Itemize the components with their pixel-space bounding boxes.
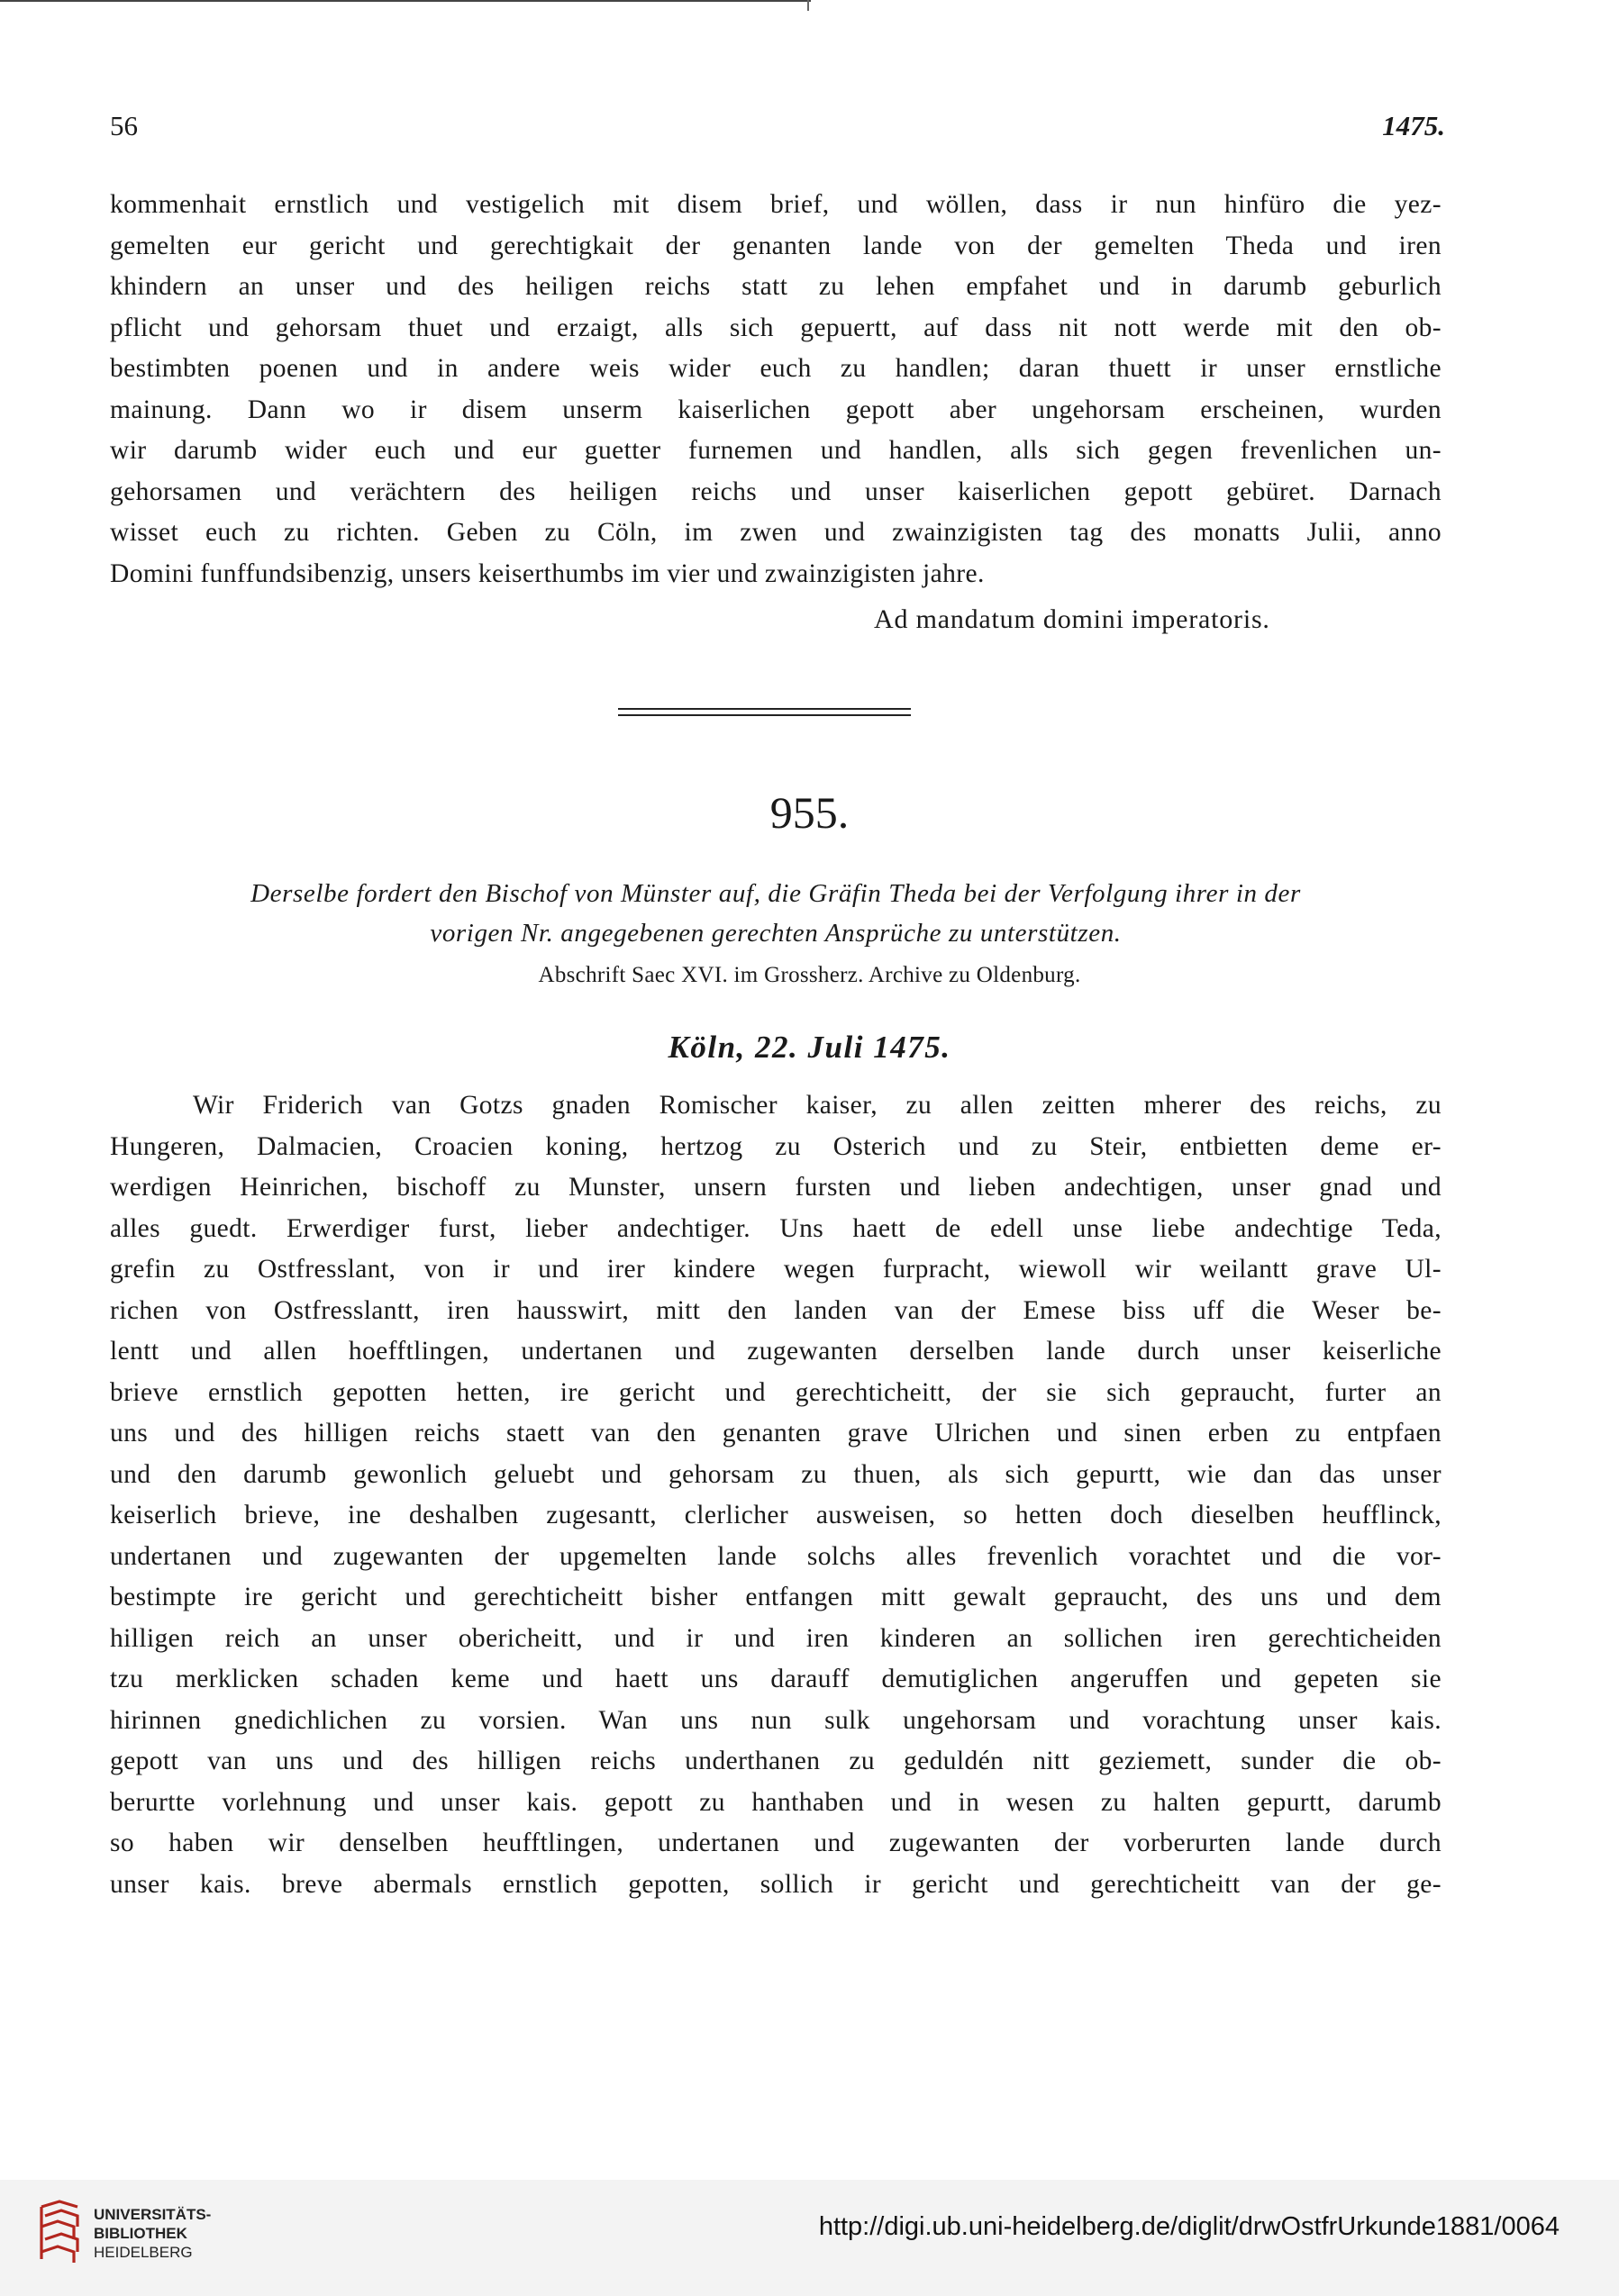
previous-document-text (110, 185, 1442, 594)
text-line: mainung. Dann wo ir disem unserm kaiserlichen gepott aber ungehorsam erscheinen, wurden (110, 395, 1442, 424)
document-body-text (110, 1085, 1442, 1905)
text-line: werdigen Heinrichen, bischoff zu Munster, unsern fursten und lieben andechtigen, unser gnad und (110, 1173, 1442, 1202)
text-line: keiserlich brieve, ine deshalben zugesantt, clerlicher ausweisen, so hetten doch dieselben heufflinck, (110, 1501, 1442, 1529)
text-line: bestimbten poenen und in andere weis wider euch zu handlen; daran thuett ir unser ernstliche (110, 354, 1442, 383)
text-line: wir darumb wider euch und eur guetter furnemen und handlen, alls sich gegen frevenlichen un- (110, 436, 1442, 465)
running-year: 1475. (1382, 110, 1445, 141)
text-line: khindern an unser und des heiligen reichs statt zu lehen empfahet und in darumb geburlich (110, 272, 1442, 301)
footer-bar (0, 2180, 1619, 2296)
separator-rule-top (618, 708, 911, 710)
text-line: brieve ernstlich gepotten hetten, ire gericht und gerechticheitt, der sie sich gepraucht, furter an (110, 1377, 1442, 1407)
text-line: hirinnen gnedichlichen zu vorsien. Wan uns nun sulk ungehorsam und vorachtung unser kais. (110, 1705, 1442, 1735)
text-line: berurtte vorlehnung und unser kais. gepott zu hanthaben und in wesen zu halten gepurtt, darumb (110, 1787, 1442, 1817)
text-line: Wir Friderich van Gotzs gnaden Romischer kaiser, zu allen zeitten mherer des reichs, zu (193, 1091, 1442, 1120)
text-line: lentt und allen hoefftlingen, undertanen und zugewanten derselben lande durch unser keiserliche (110, 1337, 1442, 1366)
document-number: 955. (769, 787, 850, 838)
library-logo-icon (38, 2200, 85, 2264)
text-line: kommenhait ernstlich und vestigelich mit disem brief, und wöllen, dass ir nun hinfüro die yez- (110, 190, 1442, 219)
text-line: undertanen und zugewanten der upgemelten lande solchs alles frevenlich vorachtet und die vor- (110, 1541, 1442, 1571)
date-place-heading: Köln, 22. Juli 1475. (668, 1030, 951, 1065)
source-url-link[interactable]: http://digi.ub.uni-heidelberg.de/diglit/drwOstfrUrkunde1881/0064 (818, 2212, 1560, 2241)
text-line: pflicht und gehorsam thuet und erzaigt, alls sich gepuertt, auf dass nit nott werde mit den ob- (110, 313, 1442, 342)
text-line: so haben wir denselben heufftlingen, undertanen und zugewanten der vorberurten lande durch (110, 1829, 1442, 1857)
library-name-line-1: UNIVERSITÄTS- (94, 2206, 212, 2223)
text-line: unser kais. breve abermals ernstlich gepotten, sollich ir gericht und gerechticheitt van der ge- (110, 1869, 1442, 1899)
separator-rule-bottom (618, 714, 911, 716)
scan-edge-top (0, 0, 811, 2)
text-line: hilligen reich an unser obericheitt, und ir und iren kinderen an sollichen iren gerechticheiden (110, 1623, 1442, 1653)
text-line: gepott van uns und des hilligen reichs underthanen zu geduldén nitt geziemett, sunder die ob- (110, 1747, 1442, 1775)
text-line: gemelten eur gericht und gerechtigkait der genanten lande von der gemelten Theda und iren (110, 231, 1442, 260)
text-line: uns und des hilligen reichs staett van den genanten grave Ulrichen und sinen erben zu entpfaen (110, 1419, 1442, 1447)
document-summary (110, 874, 1442, 953)
page-number: 56 (110, 110, 138, 141)
signoff: Ad mandatum domini imperatoris. (874, 604, 1270, 634)
text-line: richen von Ostfresslantt, iren hausswirt, mitt den landen van der Emese biss uff die Weser be- (110, 1295, 1442, 1325)
text-line: bestimpte ire gericht und gerechticheitt bisher entfangen mitt gewalt gepraucht, des uns und dem (110, 1583, 1442, 1611)
text-line: grefin zu Ostfresslant, von ir und irer kindere wegen furpracht, wiewoll wir weilantt grave Ul- (110, 1255, 1442, 1284)
text-line: vorigen Nr. angegebenen gerechten Ansprüche zu unterstützen. (430, 919, 1122, 948)
library-name-line-3: HEIDELBERG (94, 2244, 193, 2261)
text-line: wisset euch zu richten. Geben zu Cöln, im zwen und zwainzigisten tag des monatts Julii, anno (110, 518, 1442, 547)
scan-edge-mark (807, 0, 809, 11)
library-name (94, 2205, 211, 2262)
text-line: gehorsamen und verächtern des heiligen reichs und unser kaiserlichen gepott gebüret. Darnach (110, 476, 1442, 506)
text-line: alles guedt. Erwerdiger furst, lieber andechtiger. Uns haett de edell unse liebe andechtige Teda, (110, 1213, 1442, 1243)
text-line: Hungeren, Dalmacien, Croacien koning, hertzog zu Osterich und zu Steir, entbietten deme er- (110, 1131, 1442, 1161)
running-head (110, 110, 1445, 146)
text-line: tzu merklicken schaden keme und haett uns darauff demutiglichen angeruffen und gepeten sie (110, 1665, 1442, 1693)
text-line: Domini funffundsibenzig, unsers keiserthumbs im vier und zwainzigisten jahre. (110, 558, 985, 588)
source-note: Abschrift Saec XVI. im Grossherz. Archive zu Oldenburg. (538, 963, 1081, 987)
text-line: und den darumb gewonlich geluebt und gehorsam zu thuen, als sich gepurtt, wie dan das unser (110, 1459, 1442, 1489)
text-line: Derselbe fordert den Bischof von Münster auf, die Gräfin Theda bei der Verfolgung ihrer in der (250, 879, 1301, 908)
library-name-line-2: BIBLIOTHEK (94, 2225, 187, 2242)
